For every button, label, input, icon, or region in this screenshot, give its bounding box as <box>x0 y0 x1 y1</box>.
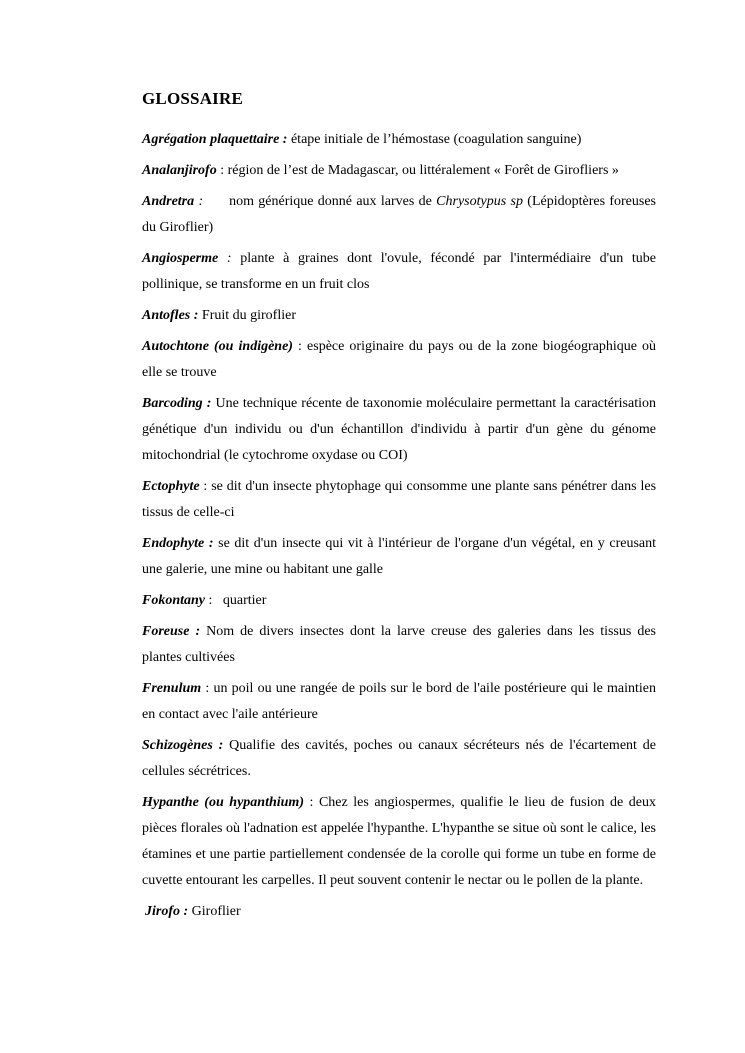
entry-definition: plante à graines dont l'ovule, fécondé par l'intermédiaire d'un tube pollinique, se transforme en un fruit clos <box>142 251 656 292</box>
entry-separator: : <box>202 396 216 411</box>
glossary-entry <box>142 733 656 785</box>
entry-separator: : <box>199 479 212 494</box>
entry-separator: : <box>201 681 214 696</box>
entry-term: Angiosperme <box>142 251 219 266</box>
entry-definition: quartier <box>222 593 267 608</box>
entry-definition: Nom de divers insectes dont la larve creuse des galeries dans les tissus des plantes cultivées <box>142 624 656 665</box>
entry-definition: Qualifie des cavités, poches ou canaux sécréteurs nés de l'écartement de cellules sécrétrices. <box>142 738 656 779</box>
glossary-entry <box>142 474 656 526</box>
entry-term: Fokontany <box>142 593 206 608</box>
entry-term: Antofles <box>142 308 191 323</box>
entry-term: Barcoding <box>142 396 203 411</box>
entry-separator: : <box>190 308 202 323</box>
glossary-entry <box>142 899 656 925</box>
entry-separator: : <box>204 536 219 551</box>
entry-term: Agrégation plaquettaire <box>142 132 280 147</box>
entry-separator: : <box>205 593 223 608</box>
glossary-entry <box>142 391 656 469</box>
entry-term: Autochtone (ou indigène) <box>142 339 293 354</box>
glossary-entry <box>142 619 656 671</box>
glossary-entry <box>142 790 656 894</box>
entry-definition: Chez les angiospermes, qualifie le lieu de fusion de deux pièces florales où l'adnation est appelée l'hypanthe. L'hypanthe se situe où sont le calice, les étamines et une partie partiellement condensée de la corolle qui forme un tube en forme de cuvette entourant les carpelles. Il peut souvent contenir le nectar ou le pollen de la plante. <box>142 795 657 888</box>
glossary-entry <box>142 531 656 583</box>
glossary-entry <box>142 303 656 329</box>
definition-text: (Lépidoptères foreuses du Giroflier) <box>142 194 656 235</box>
entry-separator: : <box>303 795 319 810</box>
entry-term: Jirofo <box>145 904 180 919</box>
glossary-entry <box>142 189 656 241</box>
glossary-entry <box>142 127 656 153</box>
entry-separator: : <box>180 904 192 919</box>
entry-definition: se dit d'un insecte phytophage qui consomme une plante sans pénétrer dans les tissus de celle-ci <box>142 479 657 520</box>
species-name: Chrysotypus sp <box>436 194 523 209</box>
glossary-page <box>142 88 656 930</box>
entry-definition: un poil ou une rangée de poils sur le bord de l'aile postérieure qui le maintien en contact avec l'aile antérieure <box>142 681 657 722</box>
entry-separator: : <box>292 339 308 354</box>
entry-definition: région de l’est de Madagascar, ou littéralement « Forêt de Girofliers » <box>227 163 619 178</box>
entry-separator: : <box>216 163 228 178</box>
entry-separator: : <box>218 251 241 266</box>
entry-term: Andretra <box>142 194 195 209</box>
entry-term: Analanjirofo <box>142 163 217 178</box>
entry-separator: : <box>212 738 230 753</box>
entry-term: Schizogènes <box>142 738 213 753</box>
glossary-entry <box>142 158 656 184</box>
entry-definition: espèce originaire du pays ou de la zone biogéographique où elle se trouve <box>142 339 657 380</box>
entry-definition: Fruit du giroflier <box>201 308 297 323</box>
entry-separator: : <box>194 194 230 209</box>
glossary-entry <box>142 334 656 386</box>
entry-term: Endophyte <box>142 536 205 551</box>
entry-definition: se dit d'un insecte qui vit à l'intérieur de l'organe d'un végétal, en y creusant une galerie, une mine ou habitant une galle <box>142 536 656 577</box>
entry-definition: Giroflier <box>191 904 241 919</box>
entry-separator: : <box>279 132 291 147</box>
entry-term: Frenulum <box>142 681 202 696</box>
glossary-entry <box>142 588 656 614</box>
page-title: GLOSSAIRE <box>142 89 244 108</box>
entry-term: Foreuse <box>142 624 190 639</box>
glossary-entry <box>142 676 656 728</box>
entry-term: Hypanthe (ou hypanthium) <box>142 795 304 810</box>
glossary-entry <box>142 246 656 298</box>
entry-separator: : <box>189 624 207 639</box>
entry-definition: étape initiale de l’hémostase (coagulation sanguine) <box>290 132 582 147</box>
definition-text: nom générique donné aux larves de <box>229 194 437 209</box>
entry-term: Ectophyte <box>142 479 200 494</box>
entry-definition: Une technique récente de taxonomie moléculaire permettant la caractérisation génétique d'un individu ou d'un échantillon d'individu à partir d'un gène du génome mitochondrial (le cytochrome oxydase ou COI) <box>142 396 656 463</box>
